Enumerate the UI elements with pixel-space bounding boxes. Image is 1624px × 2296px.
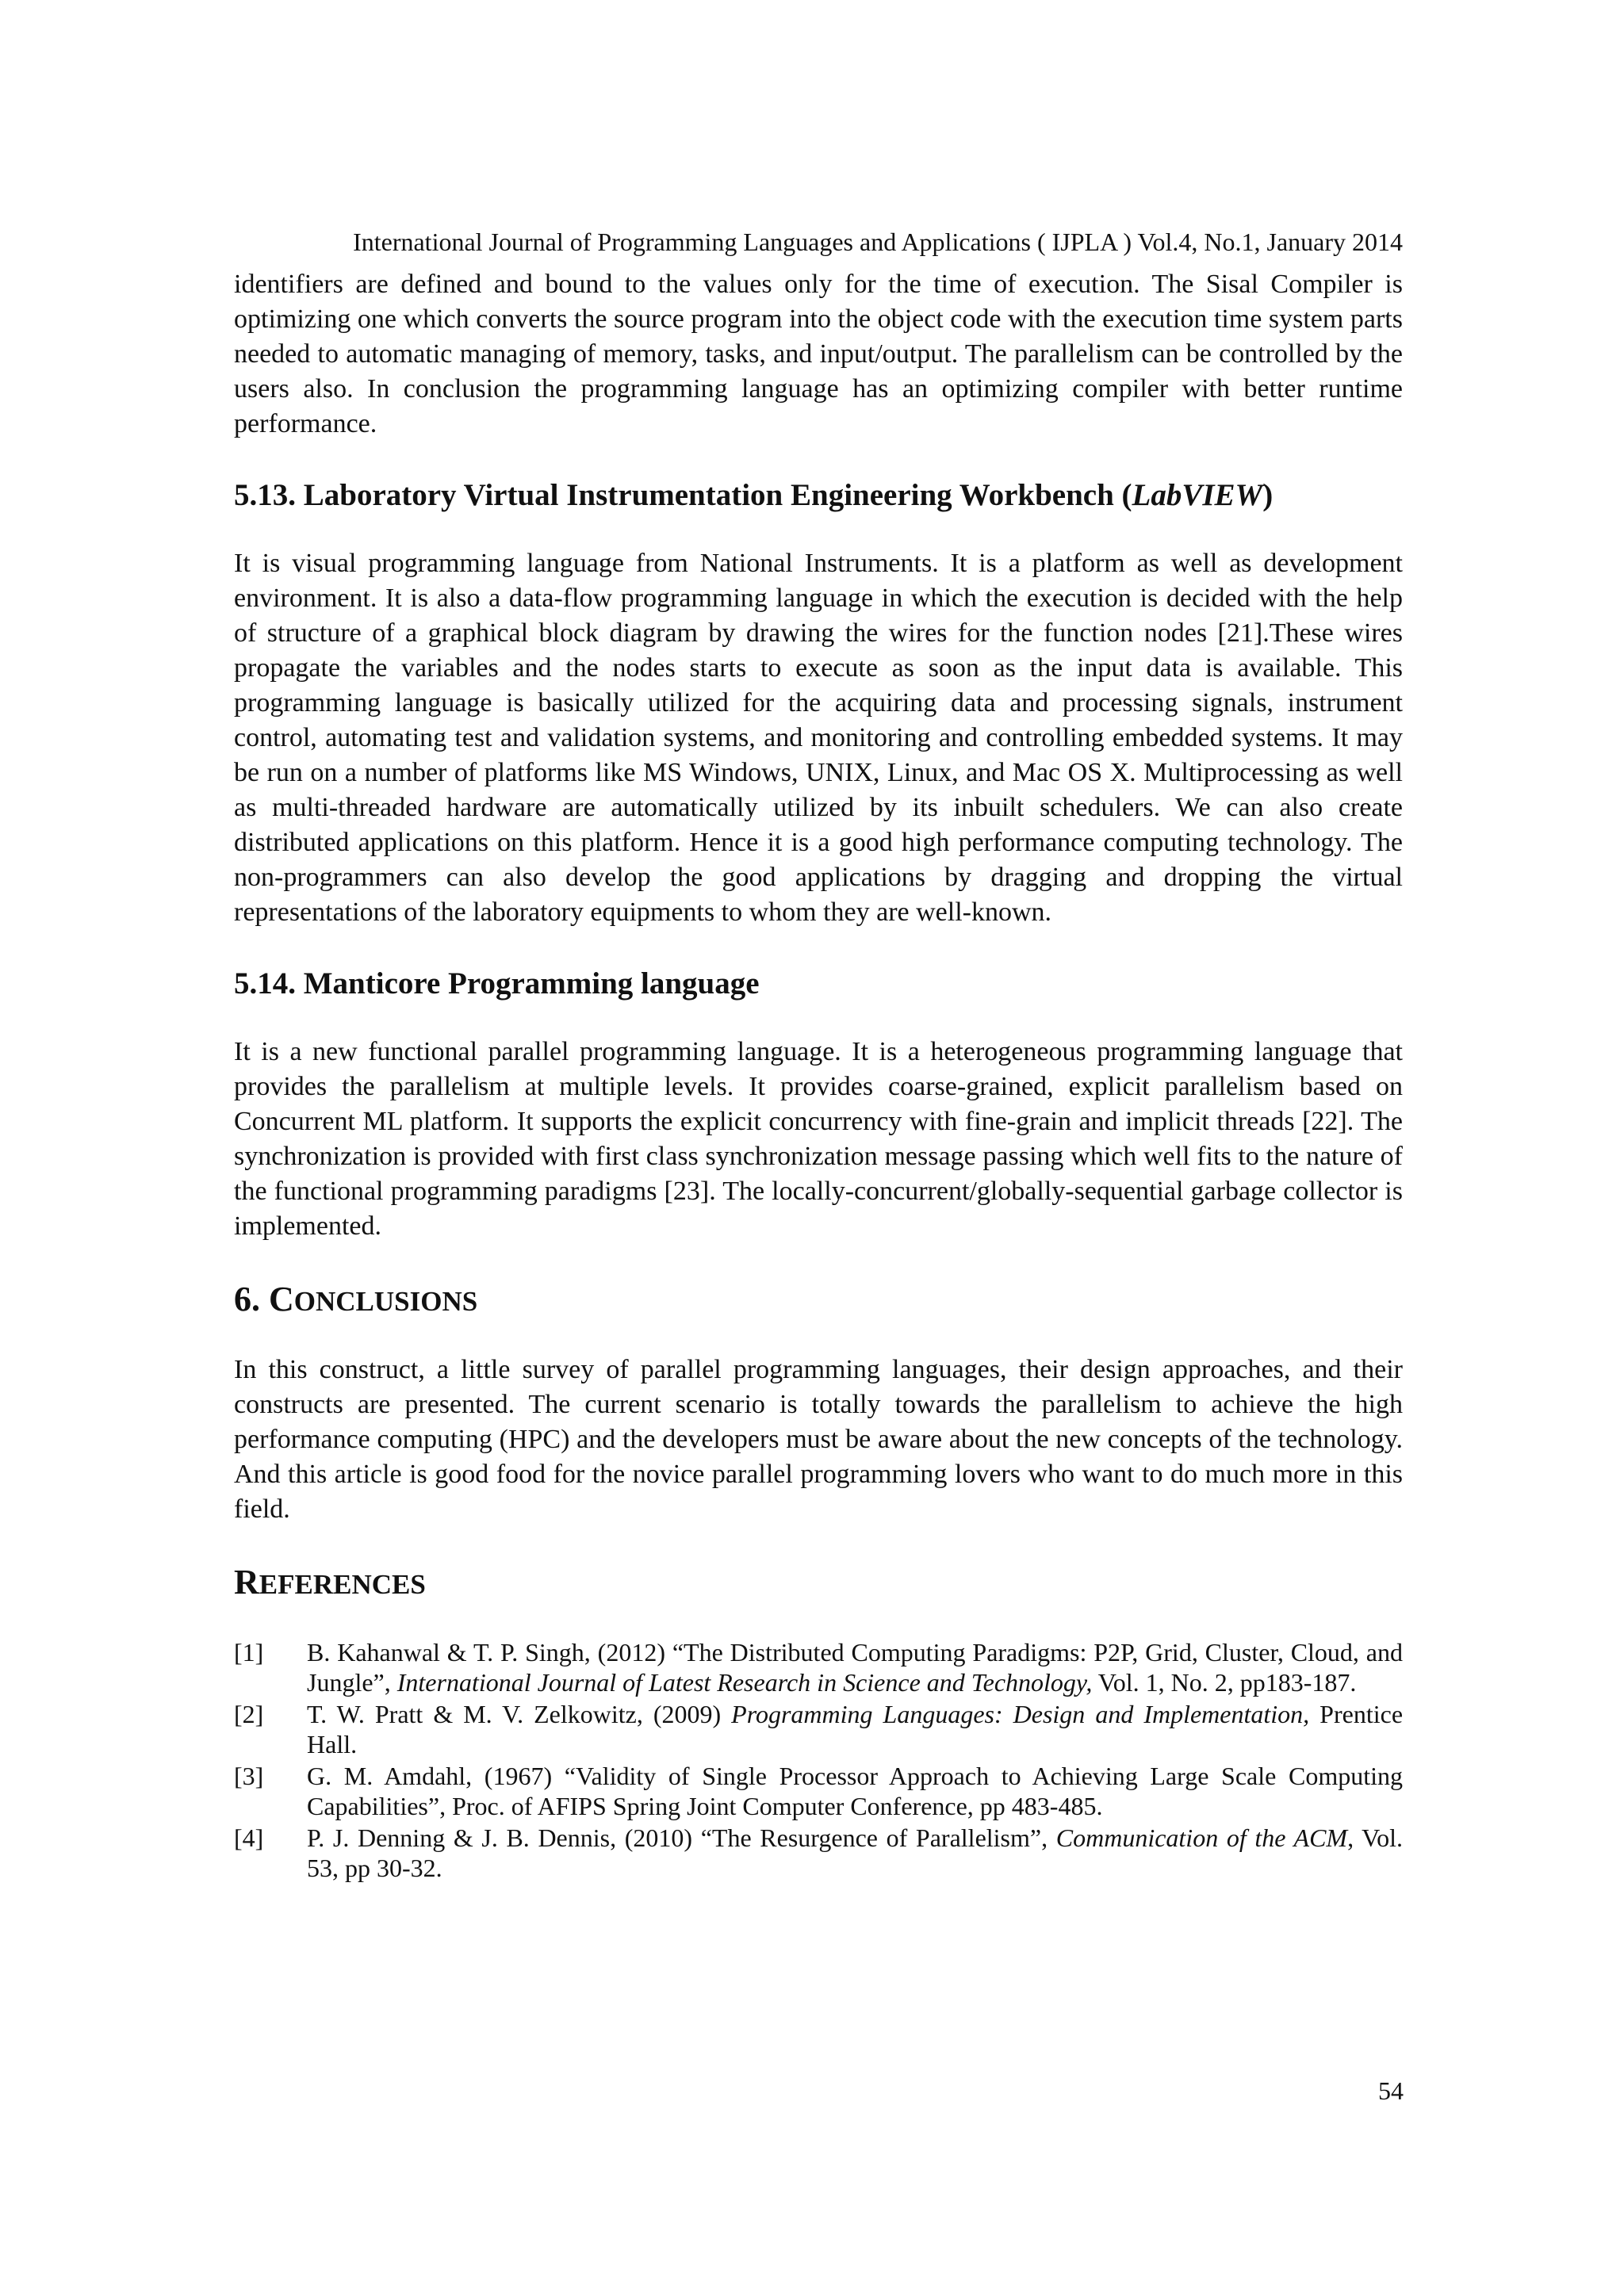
reference-number: [2] (234, 1700, 264, 1728)
reference-number: [1] (234, 1638, 264, 1667)
reference-text-plain: G. M. Amdahl, (1967) “Validity of Single Processor Approach to Achieving Large Scale Computing Capabilities”, Proc. of AFIPS Spring Joint Computer Conference, pp 483-485. (307, 1762, 1403, 1820)
conclusions-paragraph: In this construct, a little survey of parallel programming languages, their design approaches, and their constructs are presented. The current scenario is totally towards the parallelism to achieve the high performance computing (HPC) and the developers must be aware about the new concepts of the technology. And this article is good food for the novice parallel programming lovers who want to do much more in this field. (234, 1355, 1403, 1524)
reference-text-italic: Programming Languages: Design and Implementation, (731, 1700, 1310, 1728)
intro-paragraph: identifiers are defined and bound to the values only for the time of execution. The Sisal Compiler is optimizing one which converts the source program into the object code with the execution time system parts needed to automatic managing of memory, tasks, and input/output. The parallelism can be controlled by the users also. In conclusion the programming language has an optimizing compiler with better runtime performance. (234, 270, 1403, 438)
reference-text (307, 1637, 1403, 1697)
section-5-14-paragraph: It is a new functional parallel programming language. It is a heterogeneous programming language that provides the parallelism at multiple levels. It provides coarse-grained, explicit parallelism based on Concurrent ML platform. It supports the explicit concurrency with fine-grain and implicit threads [22]. The synchronization is provided with first class synchronization message passing which well fits to the nature of the functional programming paradigms [23]. The locally-concurrent/globally-sequential garbage collector is implemented. (234, 1037, 1403, 1241)
references-heading-rest: EFERENCES (259, 1569, 426, 1600)
running-header: International Journal of Programming Languages and Applications ( IJPLA ) Vol.4, No.1, January 2014 (353, 228, 1403, 256)
reference-text-plain: T. W. Pratt & M. V. Zelkowitz, (2009) (307, 1700, 732, 1728)
reference-text (307, 1823, 1403, 1883)
reference-text-italic: International Journal of Latest Research in Science and Technology, (396, 1668, 1093, 1697)
reference-item (234, 1699, 1403, 1759)
conclusions-heading (234, 1279, 1403, 1322)
references-heading (234, 1562, 1403, 1605)
references-list (234, 1637, 1403, 1883)
page-content (234, 226, 1403, 1885)
reference-item (234, 1761, 1403, 1821)
reference-item (234, 1637, 1403, 1697)
reference-text (307, 1699, 1403, 1759)
reference-text-plain: P. J. Denning & J. B. Dennis, (2010) “The Resurgence of Parallelism”, (307, 1823, 1056, 1852)
reference-text-tail: , Vol. 53, pp 30-32. (307, 1823, 1404, 1882)
reference-item (234, 1823, 1403, 1883)
reference-number: [4] (234, 1823, 264, 1852)
section-5-13-title-main: 5.13. Laboratory Virtual Instrumentation Engineering Workbench ( (234, 478, 1132, 512)
conclusions-heading-cap: C (269, 1280, 294, 1318)
page-number: 54 (1378, 2076, 1404, 2105)
reference-text-italic: Communication of the ACM (1055, 1823, 1348, 1852)
reference-text-tail: Prentice Hall. (307, 1700, 1404, 1758)
conclusions-heading-rest: ONCLUSIONS (293, 1286, 478, 1317)
reference-text-plain: B. Kahanwal & T. P. Singh, (2012) “The Distributed Computing Paradigms: P2P, Grid, Cluster, Cloud, and Jungle”, (307, 1638, 1403, 1697)
reference-number: [3] (234, 1762, 264, 1790)
section-5-14-title: 5.14. Manticore Programming language (234, 966, 760, 1001)
conclusions-heading-number: 6. (234, 1280, 269, 1318)
reference-text (307, 1761, 1403, 1821)
section-5-13-title-end: ) (1262, 478, 1274, 512)
section-5-13-title (234, 476, 1403, 515)
section-5-13-paragraph: It is visual programming language from National Instruments. It is a platform as well as development environment. It is also a data-flow programming language in which the execution is decided with the help of structure of a graphical block diagram by drawing the wires for the function nodes [21].These wires propagate the variables and the nodes starts to execute as soon as the input data is available. This programming language is basically utilized for the acquiring data and processing signals, instrument control, automating test and validation systems, and monitoring and controlling embedded systems. It may be run on a number of platforms like MS Windows, UNIX, Linux, and Mac OS X. Multiprocessing as well as multi-threaded hardware are automatically utilized by its inbuilt schedulers. We can also create distributed applications on this platform. Hence it is a good high performance computing technology. The non-programmers can also develop the good applications by dragging and dropping the virtual representations of the laboratory equipments to whom they are well-known. (234, 549, 1403, 927)
reference-text-tail: Vol. 1, No. 2, pp183-187. (1092, 1668, 1357, 1697)
references-heading-cap: R (234, 1563, 259, 1601)
section-5-13-title-italic: LabVIEW (1132, 478, 1263, 512)
